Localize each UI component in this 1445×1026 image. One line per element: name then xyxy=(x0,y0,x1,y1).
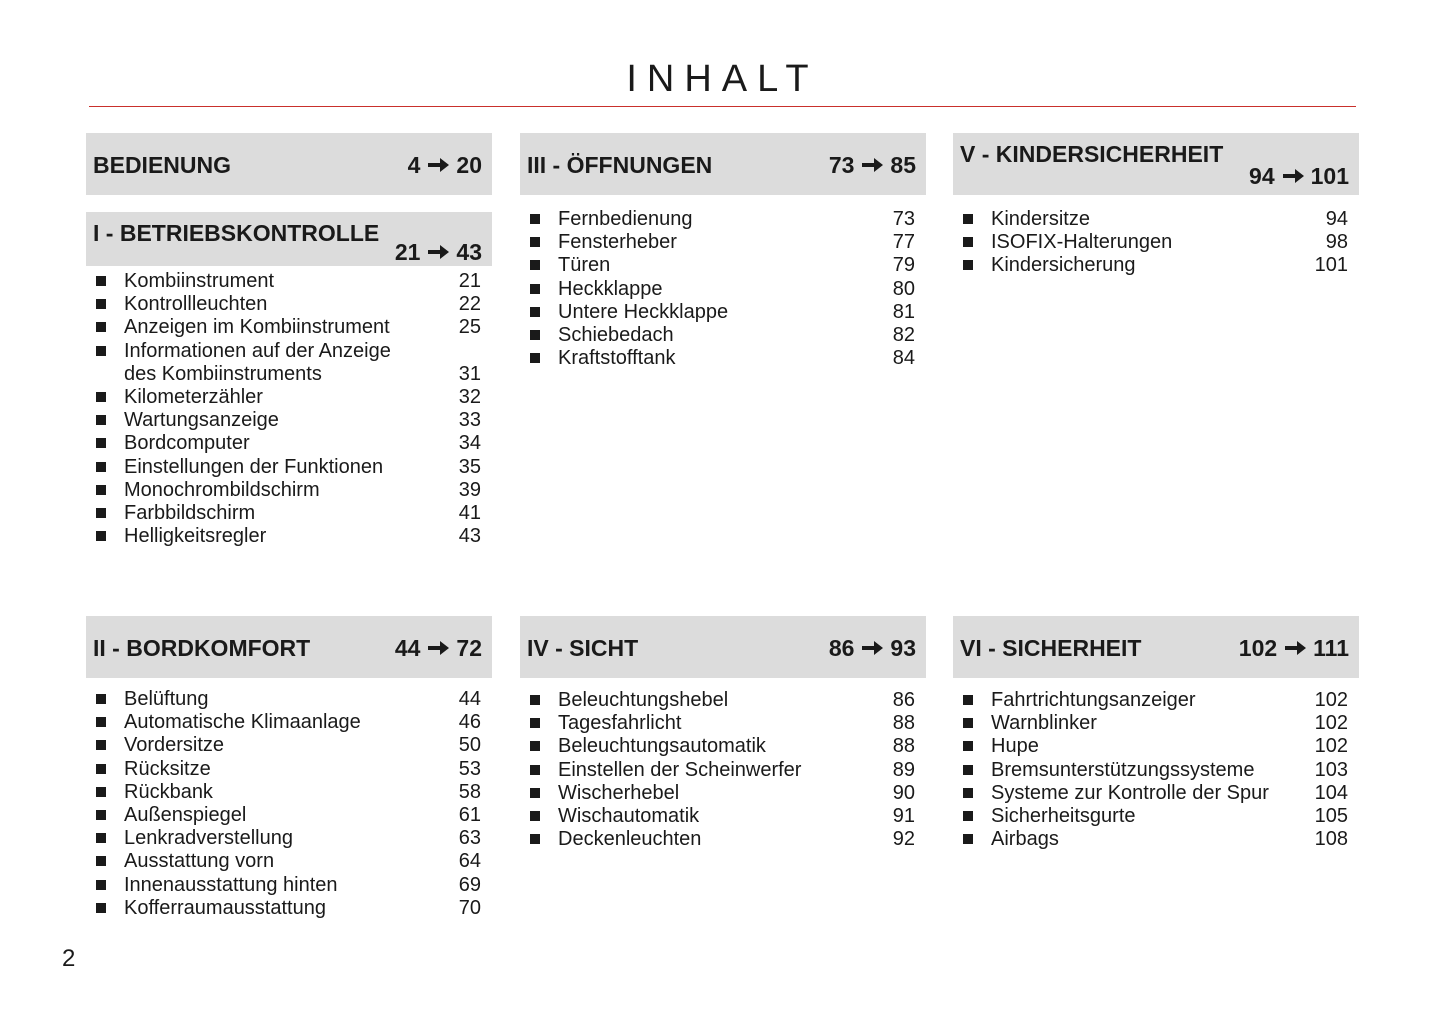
toc-entry[interactable] xyxy=(93,270,481,293)
square-bullet-icon xyxy=(96,903,106,913)
toc-entry[interactable] xyxy=(93,525,481,548)
toc-entry-page: 41 xyxy=(458,502,481,525)
toc-entry-page: 108 xyxy=(1314,828,1348,851)
toc-entry-page: 92 xyxy=(892,828,915,851)
square-bullet-icon xyxy=(96,717,106,727)
toc-entry[interactable] xyxy=(93,874,481,897)
toc-entry-page: 64 xyxy=(458,850,481,873)
toc-list-kindersicherheit xyxy=(960,208,1348,278)
section-page-range: 44 72 xyxy=(394,635,482,661)
toc-entry-page: 89 xyxy=(892,758,915,781)
toc-entry-label: Kraftstofftank xyxy=(558,347,676,370)
toc-entry-label: Helligkeitsregler xyxy=(124,525,267,548)
square-bullet-icon xyxy=(530,237,540,247)
toc-entry-label: Türen xyxy=(558,254,611,277)
square-bullet-icon xyxy=(963,237,973,247)
square-bullet-icon xyxy=(96,531,106,541)
section-title: III - ÖFFNUNGEN xyxy=(527,152,713,178)
square-bullet-icon xyxy=(530,214,540,224)
toc-entry[interactable] xyxy=(93,479,481,502)
square-bullet-icon xyxy=(96,392,106,402)
right-arrow-icon xyxy=(426,156,450,174)
page-title: INHALT xyxy=(626,58,819,100)
toc-entry-page: 43 xyxy=(458,525,481,548)
toc-entry-page: 50 xyxy=(458,734,481,757)
toc-entry[interactable] xyxy=(93,432,481,455)
square-bullet-icon xyxy=(963,834,973,844)
square-bullet-icon xyxy=(530,260,540,270)
square-bullet-icon xyxy=(530,284,540,294)
toc-entry-label: Belüftung xyxy=(124,688,209,710)
toc-entry[interactable] xyxy=(960,735,1348,758)
toc-entry-page: 73 xyxy=(892,208,915,230)
toc-entry[interactable] xyxy=(960,231,1348,254)
toc-entry[interactable] xyxy=(93,293,481,316)
toc-entry-label: Vordersitze xyxy=(124,734,225,757)
square-bullet-icon xyxy=(530,834,540,844)
toc-entry[interactable] xyxy=(527,231,915,254)
toc-entry-label: Farbbildschirm xyxy=(124,502,256,525)
toc-entry-page: 102 xyxy=(1314,689,1348,711)
section-page-range: 102 111 xyxy=(1238,635,1349,661)
toc-entry-page: 103 xyxy=(1314,758,1348,781)
square-bullet-icon xyxy=(96,322,106,332)
toc-entry[interactable] xyxy=(527,712,915,735)
toc-entry-label: Schiebedach xyxy=(558,324,674,347)
square-bullet-icon xyxy=(530,765,540,775)
section-title: V - KINDERSICHERHEIT xyxy=(960,141,1224,167)
toc-entry[interactable] xyxy=(960,689,1348,712)
toc-entry-label: Kombiinstrument xyxy=(124,270,275,292)
toc-entry-page: 104 xyxy=(1314,781,1348,804)
right-arrow-icon xyxy=(1283,639,1307,657)
right-arrow-icon xyxy=(1281,167,1305,185)
toc-entry-page: 32 xyxy=(458,386,481,409)
toc-list-sicherheit xyxy=(960,689,1348,851)
toc-entry[interactable] xyxy=(527,828,915,851)
square-bullet-icon xyxy=(963,765,973,775)
toc-entry-page: 44 xyxy=(458,688,481,710)
toc-entry-label: Rückbank xyxy=(124,780,213,803)
toc-list-sicht xyxy=(527,689,915,851)
toc-entry-label: Wischerhebel xyxy=(558,781,680,804)
toc-entry[interactable] xyxy=(960,208,1348,231)
toc-entry-label: Kindersicherung xyxy=(991,254,1136,277)
toc-entry-page: 70 xyxy=(458,896,481,919)
section-header-sicht[interactable] xyxy=(520,616,926,678)
toc-entry-label: Bordcomputer xyxy=(124,432,250,455)
toc-entry-page: 21 xyxy=(458,270,481,292)
toc-entry-label: Warnblinker xyxy=(991,712,1097,735)
toc-entry-page: 33 xyxy=(458,409,481,432)
square-bullet-icon xyxy=(96,810,106,820)
toc-entry-page: 88 xyxy=(892,712,915,735)
toc-entry[interactable] xyxy=(960,712,1348,735)
toc-entry-label: Kontrollleuchten xyxy=(124,293,268,316)
toc-entry-page: 80 xyxy=(892,277,915,300)
section-page-range: 21 43 xyxy=(394,239,482,265)
toc-entry[interactable] xyxy=(93,502,481,525)
toc-entry-page: 58 xyxy=(458,780,481,803)
toc-entry-page: 101 xyxy=(1314,254,1348,277)
square-bullet-icon xyxy=(530,741,540,751)
square-bullet-icon xyxy=(963,260,973,270)
square-bullet-icon xyxy=(530,330,540,340)
toc-entry[interactable] xyxy=(93,781,481,804)
right-arrow-icon xyxy=(860,156,884,174)
toc-entry-label: Airbags xyxy=(991,828,1059,851)
square-bullet-icon xyxy=(96,880,106,890)
toc-entry-label: Außenspiegel xyxy=(124,804,247,827)
section-page-range: 73 85 xyxy=(828,152,916,178)
toc-entry[interactable] xyxy=(527,689,915,712)
toc-entry-page: 79 xyxy=(892,254,915,277)
toc-entry[interactable] xyxy=(527,254,915,277)
toc-entry-label: Einstellungen der Funktionen xyxy=(124,455,384,478)
square-bullet-icon xyxy=(530,811,540,821)
toc-entry-page: 39 xyxy=(458,478,481,501)
toc-entry-label: Wischautomatik xyxy=(558,805,700,828)
toc-entry[interactable] xyxy=(527,278,915,301)
toc-entry-page: 35 xyxy=(458,455,481,478)
square-bullet-icon xyxy=(96,740,106,750)
toc-entry-page: 105 xyxy=(1314,805,1348,828)
toc-entry-label: Kofferraumausstattung xyxy=(124,896,326,919)
section-header-bordkomfort[interactable] xyxy=(86,616,492,678)
section-title: VI - SICHERHEIT xyxy=(960,635,1142,661)
toc-entry-label: Kindersitze xyxy=(991,208,1090,230)
section-header-betriebskontrolle[interactable] xyxy=(86,212,492,266)
square-bullet-icon xyxy=(963,718,973,728)
page-number: 2 xyxy=(62,945,76,972)
square-bullet-icon xyxy=(530,788,540,798)
toc-entry-page: 90 xyxy=(892,781,915,804)
toc-entry[interactable] xyxy=(527,805,915,828)
toc-entry[interactable] xyxy=(960,254,1348,277)
section-page-range: 94 101 xyxy=(1249,163,1349,189)
toc-entry-label: Automatische Klimaanlage xyxy=(124,711,361,734)
section-header-oeffnungen[interactable] xyxy=(520,133,926,195)
toc-entry-label: Lenkradverstellung xyxy=(124,827,293,850)
toc-entry-label: Fensterheber xyxy=(558,231,677,254)
section-title: IV - SICHT xyxy=(527,635,639,661)
square-bullet-icon xyxy=(96,438,106,448)
square-bullet-icon xyxy=(96,276,106,286)
toc-entry-label: ISOFIX-Halterungen xyxy=(991,231,1173,254)
toc-entry-label: Informationen auf der Anzeige des Kombiinstruments xyxy=(124,339,391,385)
toc-entry-label: Anzeigen im Kombiinstrument xyxy=(124,316,390,339)
square-bullet-icon xyxy=(963,811,973,821)
square-bullet-icon xyxy=(963,214,973,224)
toc-list-bordkomfort xyxy=(93,688,481,920)
toc-entry-label: Einstellen der Scheinwerfer xyxy=(558,758,802,781)
square-bullet-icon xyxy=(96,508,106,518)
toc-entry-label: Innenausstattung hinten xyxy=(124,873,338,896)
toc-entry-page: 102 xyxy=(1314,735,1348,758)
toc-entry[interactable] xyxy=(93,850,481,873)
toc-entry-label: Deckenleuchten xyxy=(558,828,702,851)
toc-entry-page: 88 xyxy=(892,735,915,758)
toc-entry-label: Systeme zur Kontrolle der Spur xyxy=(991,781,1269,804)
title-divider xyxy=(89,106,1356,107)
section-header-bedienung[interactable] xyxy=(86,133,492,195)
square-bullet-icon xyxy=(96,485,106,495)
toc-entry[interactable] xyxy=(960,828,1348,851)
section-title: I - BETRIEBSKONTROLLE xyxy=(93,220,380,246)
toc-entry-label: Bremsunterstützungssysteme xyxy=(991,758,1255,781)
square-bullet-icon xyxy=(963,695,973,705)
section-header-kindersicherheit[interactable] xyxy=(953,133,1359,195)
toc-entry[interactable] xyxy=(527,782,915,805)
square-bullet-icon xyxy=(530,695,540,705)
section-title: II - BORDKOMFORT xyxy=(93,635,311,661)
toc-entry[interactable] xyxy=(93,316,481,339)
toc-entry[interactable] xyxy=(527,347,915,370)
toc-entry-label: Heckklappe xyxy=(558,277,663,300)
toc-entry-page: 31 xyxy=(458,362,481,385)
toc-entry[interactable] xyxy=(93,827,481,850)
toc-entry-label: Fernbedienung xyxy=(558,208,693,230)
section-header-sicherheit[interactable] xyxy=(953,616,1359,678)
toc-entry-label: Monochrombildschirm xyxy=(124,478,320,501)
toc-entry[interactable] xyxy=(93,897,481,920)
toc-entry-page: 77 xyxy=(892,231,915,254)
toc-entry-page: 86 xyxy=(892,689,915,711)
toc-entry[interactable] xyxy=(960,805,1348,828)
toc-entry[interactable] xyxy=(527,208,915,231)
toc-entry[interactable] xyxy=(93,409,481,432)
square-bullet-icon xyxy=(963,788,973,798)
toc-entry-page: 98 xyxy=(1325,231,1348,254)
toc-entry-label: Rücksitze xyxy=(124,757,211,780)
square-bullet-icon xyxy=(963,741,973,751)
toc-entry[interactable] xyxy=(527,301,915,324)
toc-entry-page: 22 xyxy=(458,293,481,316)
square-bullet-icon xyxy=(530,718,540,728)
toc-entry-page: 91 xyxy=(892,805,915,828)
toc-entry[interactable] xyxy=(93,340,481,386)
square-bullet-icon xyxy=(96,833,106,843)
toc-entry-page: 25 xyxy=(458,316,481,339)
section-page-range: 86 93 xyxy=(828,635,916,661)
section-title: BEDIENUNG xyxy=(93,152,232,178)
toc-entry[interactable] xyxy=(527,324,915,347)
square-bullet-icon xyxy=(96,462,106,472)
toc-entry[interactable] xyxy=(527,759,915,782)
toc-entry-label: Hupe xyxy=(991,735,1039,758)
section-page-range: 4 20 xyxy=(407,152,482,178)
toc-entry-label: Untere Heckklappe xyxy=(558,300,729,323)
right-arrow-icon xyxy=(426,243,450,261)
right-arrow-icon xyxy=(426,639,450,657)
square-bullet-icon xyxy=(96,415,106,425)
square-bullet-icon xyxy=(530,353,540,363)
toc-entry-label: Kilometerzähler xyxy=(124,386,263,409)
toc-entry[interactable] xyxy=(93,711,481,734)
toc-list-oeffnungen xyxy=(527,208,915,370)
toc-entry[interactable] xyxy=(93,804,481,827)
toc-entry-page: 46 xyxy=(458,711,481,734)
toc-list-betriebskontrolle xyxy=(93,270,481,548)
toc-entry-page: 82 xyxy=(892,324,915,347)
toc-entry-page: 53 xyxy=(458,757,481,780)
toc-entry-label: Tagesfahrlicht xyxy=(558,712,682,735)
toc-entry-label: Fahrtrichtungsanzeiger xyxy=(991,689,1196,711)
toc-entry[interactable] xyxy=(527,735,915,758)
square-bullet-icon xyxy=(96,787,106,797)
toc-entry-page: 81 xyxy=(892,300,915,323)
toc-entry-page: 94 xyxy=(1325,208,1348,230)
toc-entry-label: Beleuchtungshebel xyxy=(558,689,729,711)
toc-entry[interactable] xyxy=(93,688,481,711)
square-bullet-icon xyxy=(96,299,106,309)
square-bullet-icon xyxy=(96,346,106,356)
toc-entry[interactable] xyxy=(93,456,481,479)
toc-entry-label: Sicherheitsgurte xyxy=(991,805,1136,828)
square-bullet-icon xyxy=(530,307,540,317)
square-bullet-icon xyxy=(96,694,106,704)
toc-entry[interactable] xyxy=(93,386,481,409)
toc-entry[interactable] xyxy=(93,758,481,781)
square-bullet-icon xyxy=(96,856,106,866)
toc-entry-label: Ausstattung vorn xyxy=(124,850,275,873)
toc-entry[interactable] xyxy=(93,734,481,757)
toc-entry[interactable] xyxy=(960,782,1348,805)
toc-entry-page: 61 xyxy=(458,804,481,827)
toc-entry-label: Beleuchtungsautomatik xyxy=(558,735,766,758)
toc-entry-label: Wartungsanzeige xyxy=(124,409,279,432)
toc-entry[interactable] xyxy=(960,759,1348,782)
toc-entry-page: 102 xyxy=(1314,712,1348,735)
toc-entry-page: 63 xyxy=(458,827,481,850)
toc-entry-page: 69 xyxy=(458,873,481,896)
right-arrow-icon xyxy=(860,639,884,657)
toc-entry-page: 84 xyxy=(892,347,915,370)
square-bullet-icon xyxy=(96,764,106,774)
toc-entry-page: 34 xyxy=(458,432,481,455)
